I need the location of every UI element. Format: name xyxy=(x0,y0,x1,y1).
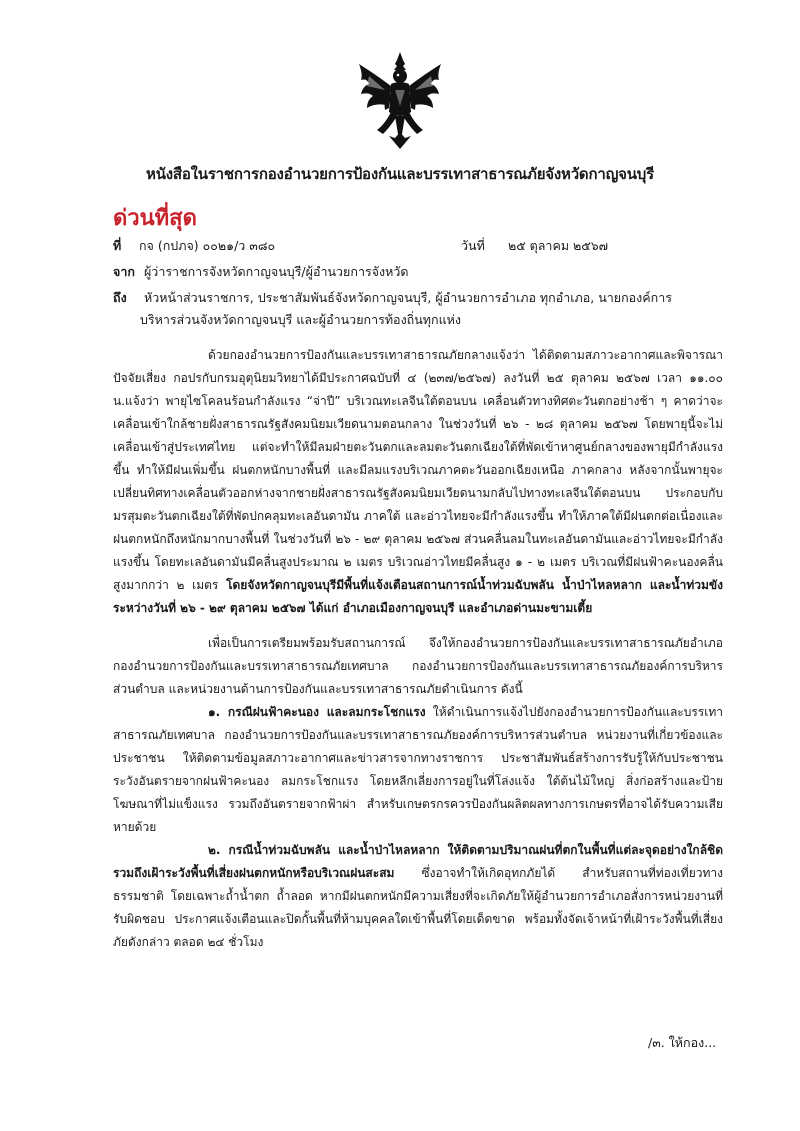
to-line-1: หัวหน้าส่วนราชการ, ประชาสัมพันธ์จังหวัดกาญจนบุรี, ผู้อำนวยการอำเภอ ทุกอำเภอ, นายกองค์การ xyxy=(143,290,672,305)
urgency-label: ด่วนที่สุด xyxy=(113,206,197,231)
reference-label: ที่ xyxy=(113,238,122,253)
from-label: จาก xyxy=(113,264,135,279)
to-row xyxy=(113,288,672,308)
reference-row xyxy=(113,236,275,256)
page-continuation: /๓. ให้กอง... xyxy=(648,1035,717,1050)
paragraph-3-text: ให้ดำเนินการแจ้งไปยังกองอำนวยการป้องกันและบรรเทาสาธารณภัยเทศบาล กองอำนวยการป้องกันและบรรเทาสาธารณภัยองค์การบริหารส่วนตำบล หน่วยงานที่เกี่ยวข้องและประชาชน ให้ติดตามข้อมูลสภาวะอากาศและข่าวสารจากทางราชการ ประชาสัมพันธ์สร้างการรับรู้ให้กับประชาชน ระวังอันตรายจากฝนฟ้าคะนอง ลมกระโชกแรง โดยหลีกเลี่ยงการอยู่ในที่โล่งแจ้ง ใต้ต้นไม้ใหญ่ สิ่งก่อสร้างและป้ายโฆษณาที่ไม่แข็งแรง รวมถึงอันตรายจากฟ้าผ่า สำหรับเกษตรกรควรป้องกันผลิตผลทางการเกษตรที่อาจได้รับความเสียหายด้วย xyxy=(113,705,724,834)
paragraph-4 xyxy=(113,839,723,954)
from-value: ผู้ว่าราชการจังหวัดกาญจนบุรี/ผู้อำนวยการจังหวัด xyxy=(143,264,409,279)
letter-body xyxy=(113,344,723,954)
date-row xyxy=(461,236,608,256)
paragraph-1-bold: โดยจังหวัดกาญจนบุรีมีพื้นที่แจ้งเตือนสถานการณ์น้ำท่วมฉับพลัน น้ำป่าไหลหลาก และน้ำท่วมขัง ระหว่างวันที่ ๒๖ - ๒๙ ตุลาคม ๒๕๖๗ ได้แก่ อำเภอเมืองกาญจนบุรี และอำเภอด่านมะขามเตี้ย xyxy=(113,578,723,615)
paragraph-2 xyxy=(113,632,723,701)
to-label: ถึง xyxy=(113,290,127,305)
paragraph-3 xyxy=(113,701,723,839)
paragraph-4-heading: ๒. กรณีน้ำท่วมฉับพลัน และน้ำป่าไหลหลาก ให้ติดตามปริมาณฝนที่ตกในพื้นที่แต่ละจุดอย่างใกล้ชิด รวมถึงเฝ้าระวังพื้นที่เสี่ยงฝนตกหนักหรือบริเวณฝนสะสม xyxy=(113,843,723,880)
paragraph-2-text: เพื่อเป็นการเตรียมพร้อมรับสถานการณ์ จึงให้กองอำนวยการป้องกันและบรรเทาสาธารณภัยอำเภอ กองอำนวยการป้องกันและบรรเทาสาธารณภัยเทศบาล กองอำนวยการป้องกันและบรรเทาสาธารณภัยองค์การบริหารส่วนตำบล และหน่วยงานด้านการป้องกันและบรรเทาสาธารณภัยดำเนินการ ดังนี้ xyxy=(113,636,723,696)
to-line-2: บริหารส่วนจังหวัดกาญจนบุรี และผู้อำนวยการท้องถิ่นทุกแห่ง xyxy=(140,312,461,327)
paragraph-3-heading: ๑. กรณีฝนฟ้าคะนอง และลมกระโชกแรง xyxy=(208,705,426,719)
paragraph-1 xyxy=(113,344,723,620)
date-value: ๒๕ ตุลาคม ๒๕๖๗ xyxy=(507,238,609,253)
date-label: วันที่ xyxy=(461,238,485,253)
paragraph-4-text: ซึ่งอาจทำให้เกิดอุทกภัยได้ สำหรับสถานที่ท่องเที่ยวทางธรรมชาติ โดยเฉพาะถ้ำน้ำตก ถ้ำลอด หากมีฝนตกหนักมีความเสี่ยงที่จะเกิดภัยให้ผู้อำนวยการอำเภอสั่งการหน่วยงานที่รับผิดชอบ ประกาศแจ้งเตือนและปิดกั้นพื้นที่ห้ามบุคคลใดเข้าพื้นที่โดยเด็ดขาด พร้อมทั้งจัดเจ้าหน้าที่เฝ้าระวังพื้นที่เสี่ยงภัยดังกล่าว ตลอด ๒๔ ชั่วโมง xyxy=(113,866,723,949)
from-row xyxy=(113,262,408,282)
document-title: หนังสือในราชการกองอำนวยการป้องกันและบรรเทาสาธารณภัยจังหวัดกาญจนบุรี xyxy=(146,165,654,183)
garuda-emblem-icon xyxy=(355,50,445,150)
paragraph-1-text: ด้วยกองอำนวยการป้องกันและบรรเทาสาธารณภัยกลางแจ้งว่า ได้ติดตามสภาวะอากาศและพิจารณาปัจจัยเสี่ยง กอปรกับกรมอุตุนิยมวิทยาได้มีประกาศฉบับที่ ๔ (๒๓๗/๒๕๖๗) ลงวันที่ ๒๕ ตุลาคม ๒๕๖๗ เวลา ๑๑.๐๐ น.แจ้งว่า พายุไซโคลนร้อนกำลังแรง “จ่าปี” บริเวณทะเลจีนใต้ตอนบน เคลื่อนตัวทางทิศตะวันตกอย่างช้า ๆ คาดว่าจะเคลื่อนเข้าใกล้ชายฝั่งสาธารณรัฐสังคมนิยมเวียดนามตอนกลาง ในช่วงวันที่ ๒๖ - ๒๘ ตุลาคม ๒๕๖๗ โดยพายุนี้จะไม่เคลื่อนเข้าสู่ประเทศไทย แต่จะทำให้มีลมฝ่ายตะวันตกและลมตะวันตกเฉียงใต้ที่พัดเข้าหาศูนย์กลางของพายุมีกำลังแรงขึ้น ทำให้มีฝนเพิ่มขึ้น ฝนตกหนักบางพื้นที่ และมีลมแรงบริเวณภาคตะวันออกเฉียงเหนือ ภาคกลาง หลังจากนั้นพายุจะเปลี่ยนทิศทางเคลื่อนตัวออกห่างจากชายฝั่งสาธารณรัฐสังคมนิยมเวียดนามกลับไปทางทะเลจีนใต้ตอนบน ประกอบกับมรสุมตะวันตกเฉียงใต้ที่พัดปกคลุมทะเลอันดามัน ภาคใต้ และอ่าวไทยจะมีกำลังแรงขึ้น ทำให้ภาคใต้มีฝนตกต่อเนื่องและฝนตกหนักถึงหนักมากบางพื้นที่ ในช่วงวันที่ ๒๖ - ๒๙ ตุลาคม ๒๕๖๗ ส่วนคลื่นลมในทะเลอันดามันและอ่าวไทยจะมีกำลังแรงขึ้น โดยทะเลอันดามันมีคลื่นสูงประมาณ ๒ เมตร บริเวณอ่าวไทยมีคลื่นสูง ๑ - ๒ เมตร บริเวณที่มีฝนฟ้าคะนองคลื่นสูงมากกว่า ๒ เมตร xyxy=(113,348,723,592)
to-row-continued xyxy=(140,310,461,330)
reference-number: กจ (กปภจ) ๐๐๒๑/ว ๓๘๐ xyxy=(138,238,276,253)
